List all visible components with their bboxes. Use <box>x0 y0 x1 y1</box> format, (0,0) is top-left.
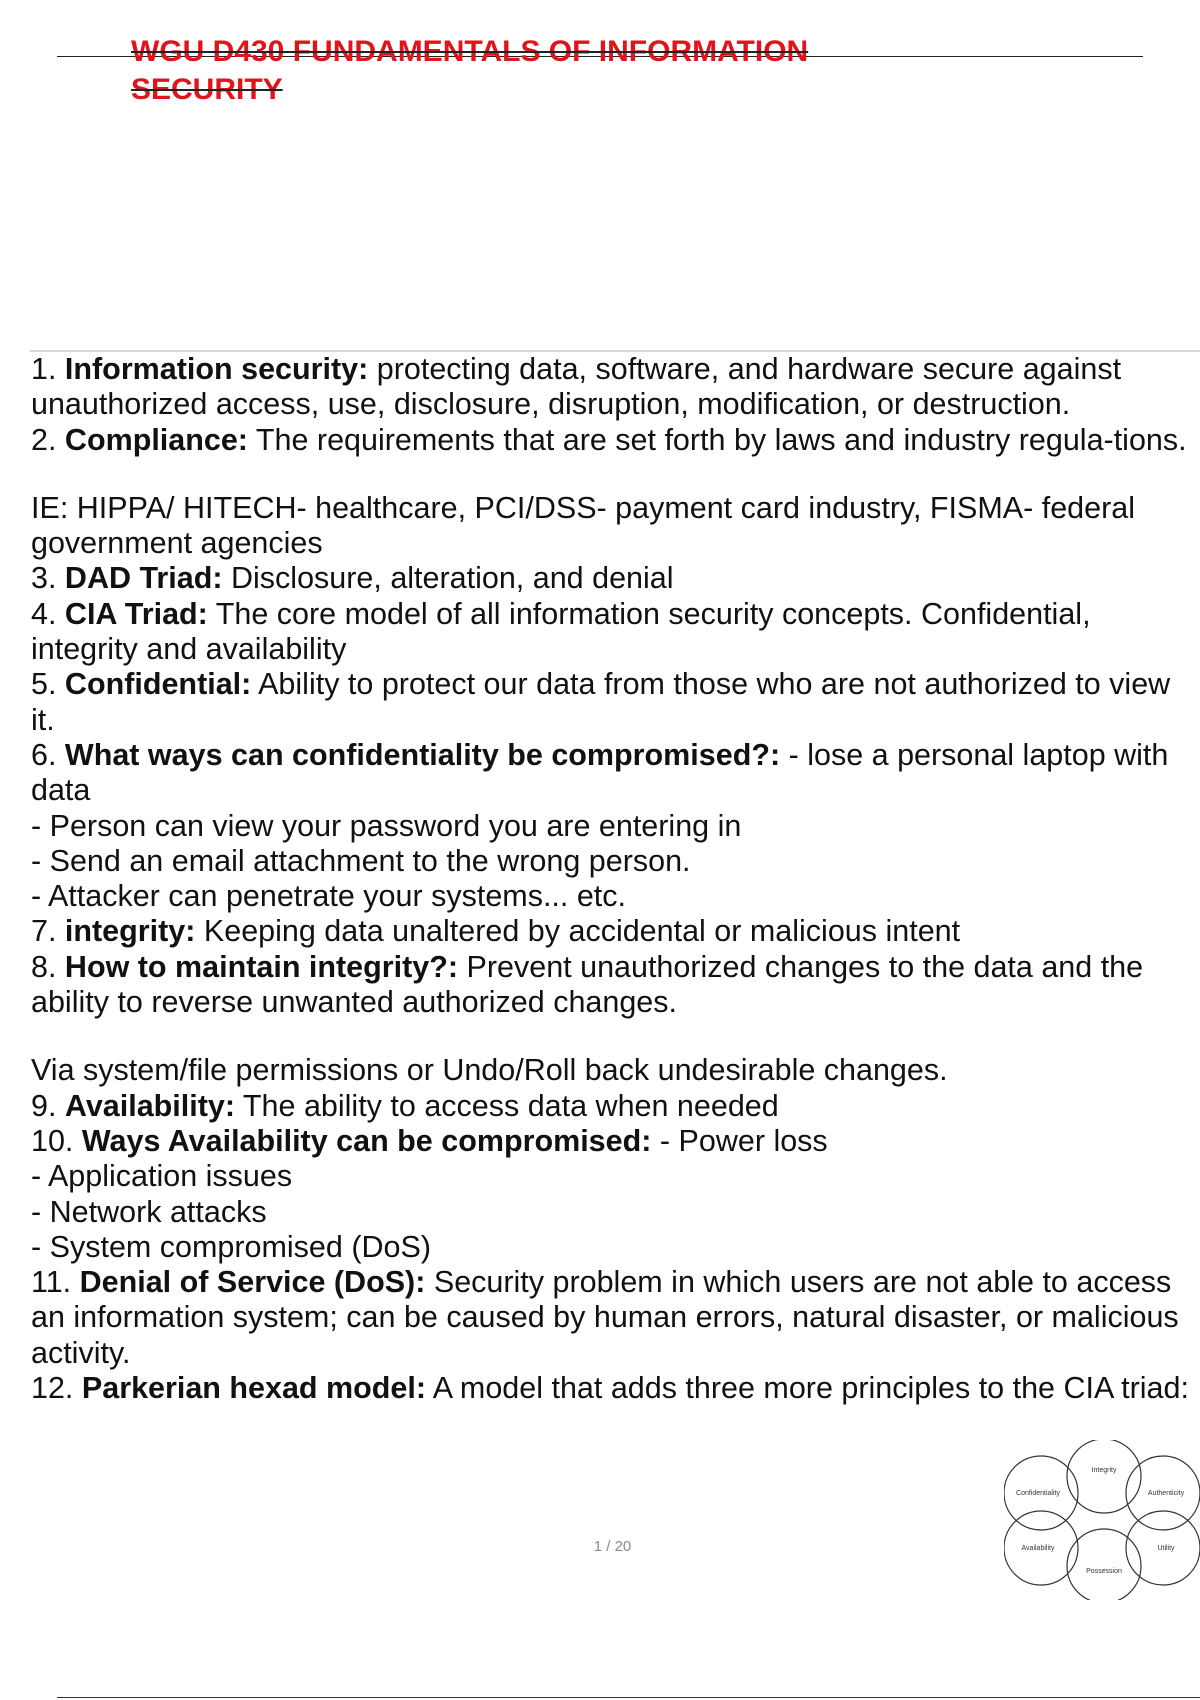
document-title <box>131 33 808 109</box>
bullet-line: - Person can view your password you are entering in <box>31 808 742 843</box>
title-line-1: WGU D430 FUNDAMENTALS OF INFORMATION <box>131 35 809 68</box>
list-item: 2. Compliance: The requirements that are set forth by laws and industry regula-tions. <box>31 422 1187 457</box>
list-item: 4. CIA Triad: The core model of all information security concepts. Confidential, integrity and availability <box>31 596 1091 667</box>
list-item: 10. Ways Availability can be compromised: - Power loss <box>31 1123 828 1158</box>
list-item: 11. Denial of Service (DoS): Security problem in which users are not able to access an information system; can be caused by human errors, natural disaster, or malicious activity. <box>31 1265 1179 1370</box>
item-note: IE: HIPPA/ HITECH- healthcare, PCI/DSS- payment card industry, FISMA- federal government agencies <box>31 490 1136 561</box>
parkerian-hexad-diagram <box>1004 1440 1200 1600</box>
bullet-line: - Send an email attachment to the wrong person. <box>31 843 691 878</box>
list-item: 8. How to maintain integrity?: Prevent unauthorized changes to the data and the ability to reverse unwanted authorized changes. <box>31 949 1144 1020</box>
list-item: 9. Availability: The ability to access data when needed <box>31 1088 779 1123</box>
list-item: 12. Parkerian hexad model: A model that adds three more principles to the CIA triad: <box>31 1371 1189 1406</box>
diagram-label: Integrity <box>1091 1467 1117 1474</box>
bullet-line: - Attacker can penetrate your systems... etc. <box>31 879 627 914</box>
list-item: 7. integrity: Keeping data unaltered by accidental or malicious intent <box>31 914 961 949</box>
diagram-label: Confidentiality <box>1016 1490 1060 1497</box>
list-item: 1. Information security: protecting data, software, and hardware secure against unauthorized access, use, disclosure, disruption, modification, or destruction. <box>31 352 1122 422</box>
page-number: 1 / 20 <box>593 1538 632 1555</box>
footer-rule <box>57 1697 1200 1698</box>
bullet-line: - Network attacks <box>31 1194 267 1229</box>
diagram-label: Availability <box>1021 1545 1055 1552</box>
list-item: 5. Confidential: Ability to protect our data from those who are not authorized to view it. <box>31 667 1171 737</box>
item-note: Via system/file permissions or Undo/Roll back undesirable changes. <box>31 1053 948 1088</box>
diagram-label: Utility <box>1157 1545 1175 1552</box>
list-item: 6. What ways can confidentiality be compromised?: - lose a personal laptop with data <box>31 737 1169 808</box>
diagram-label: Possession <box>1086 1568 1122 1575</box>
diagram-label: Authenticity <box>1147 1490 1185 1497</box>
title-line-2: SECURITY <box>131 73 283 106</box>
bullet-line: - System compromised (DoS) <box>31 1229 431 1264</box>
flashcard-list <box>31 352 1200 1406</box>
bullet-line: - Application issues <box>31 1159 293 1194</box>
list-item: 3. DAD Triad: Disclosure, alteration, and denial <box>31 561 674 596</box>
